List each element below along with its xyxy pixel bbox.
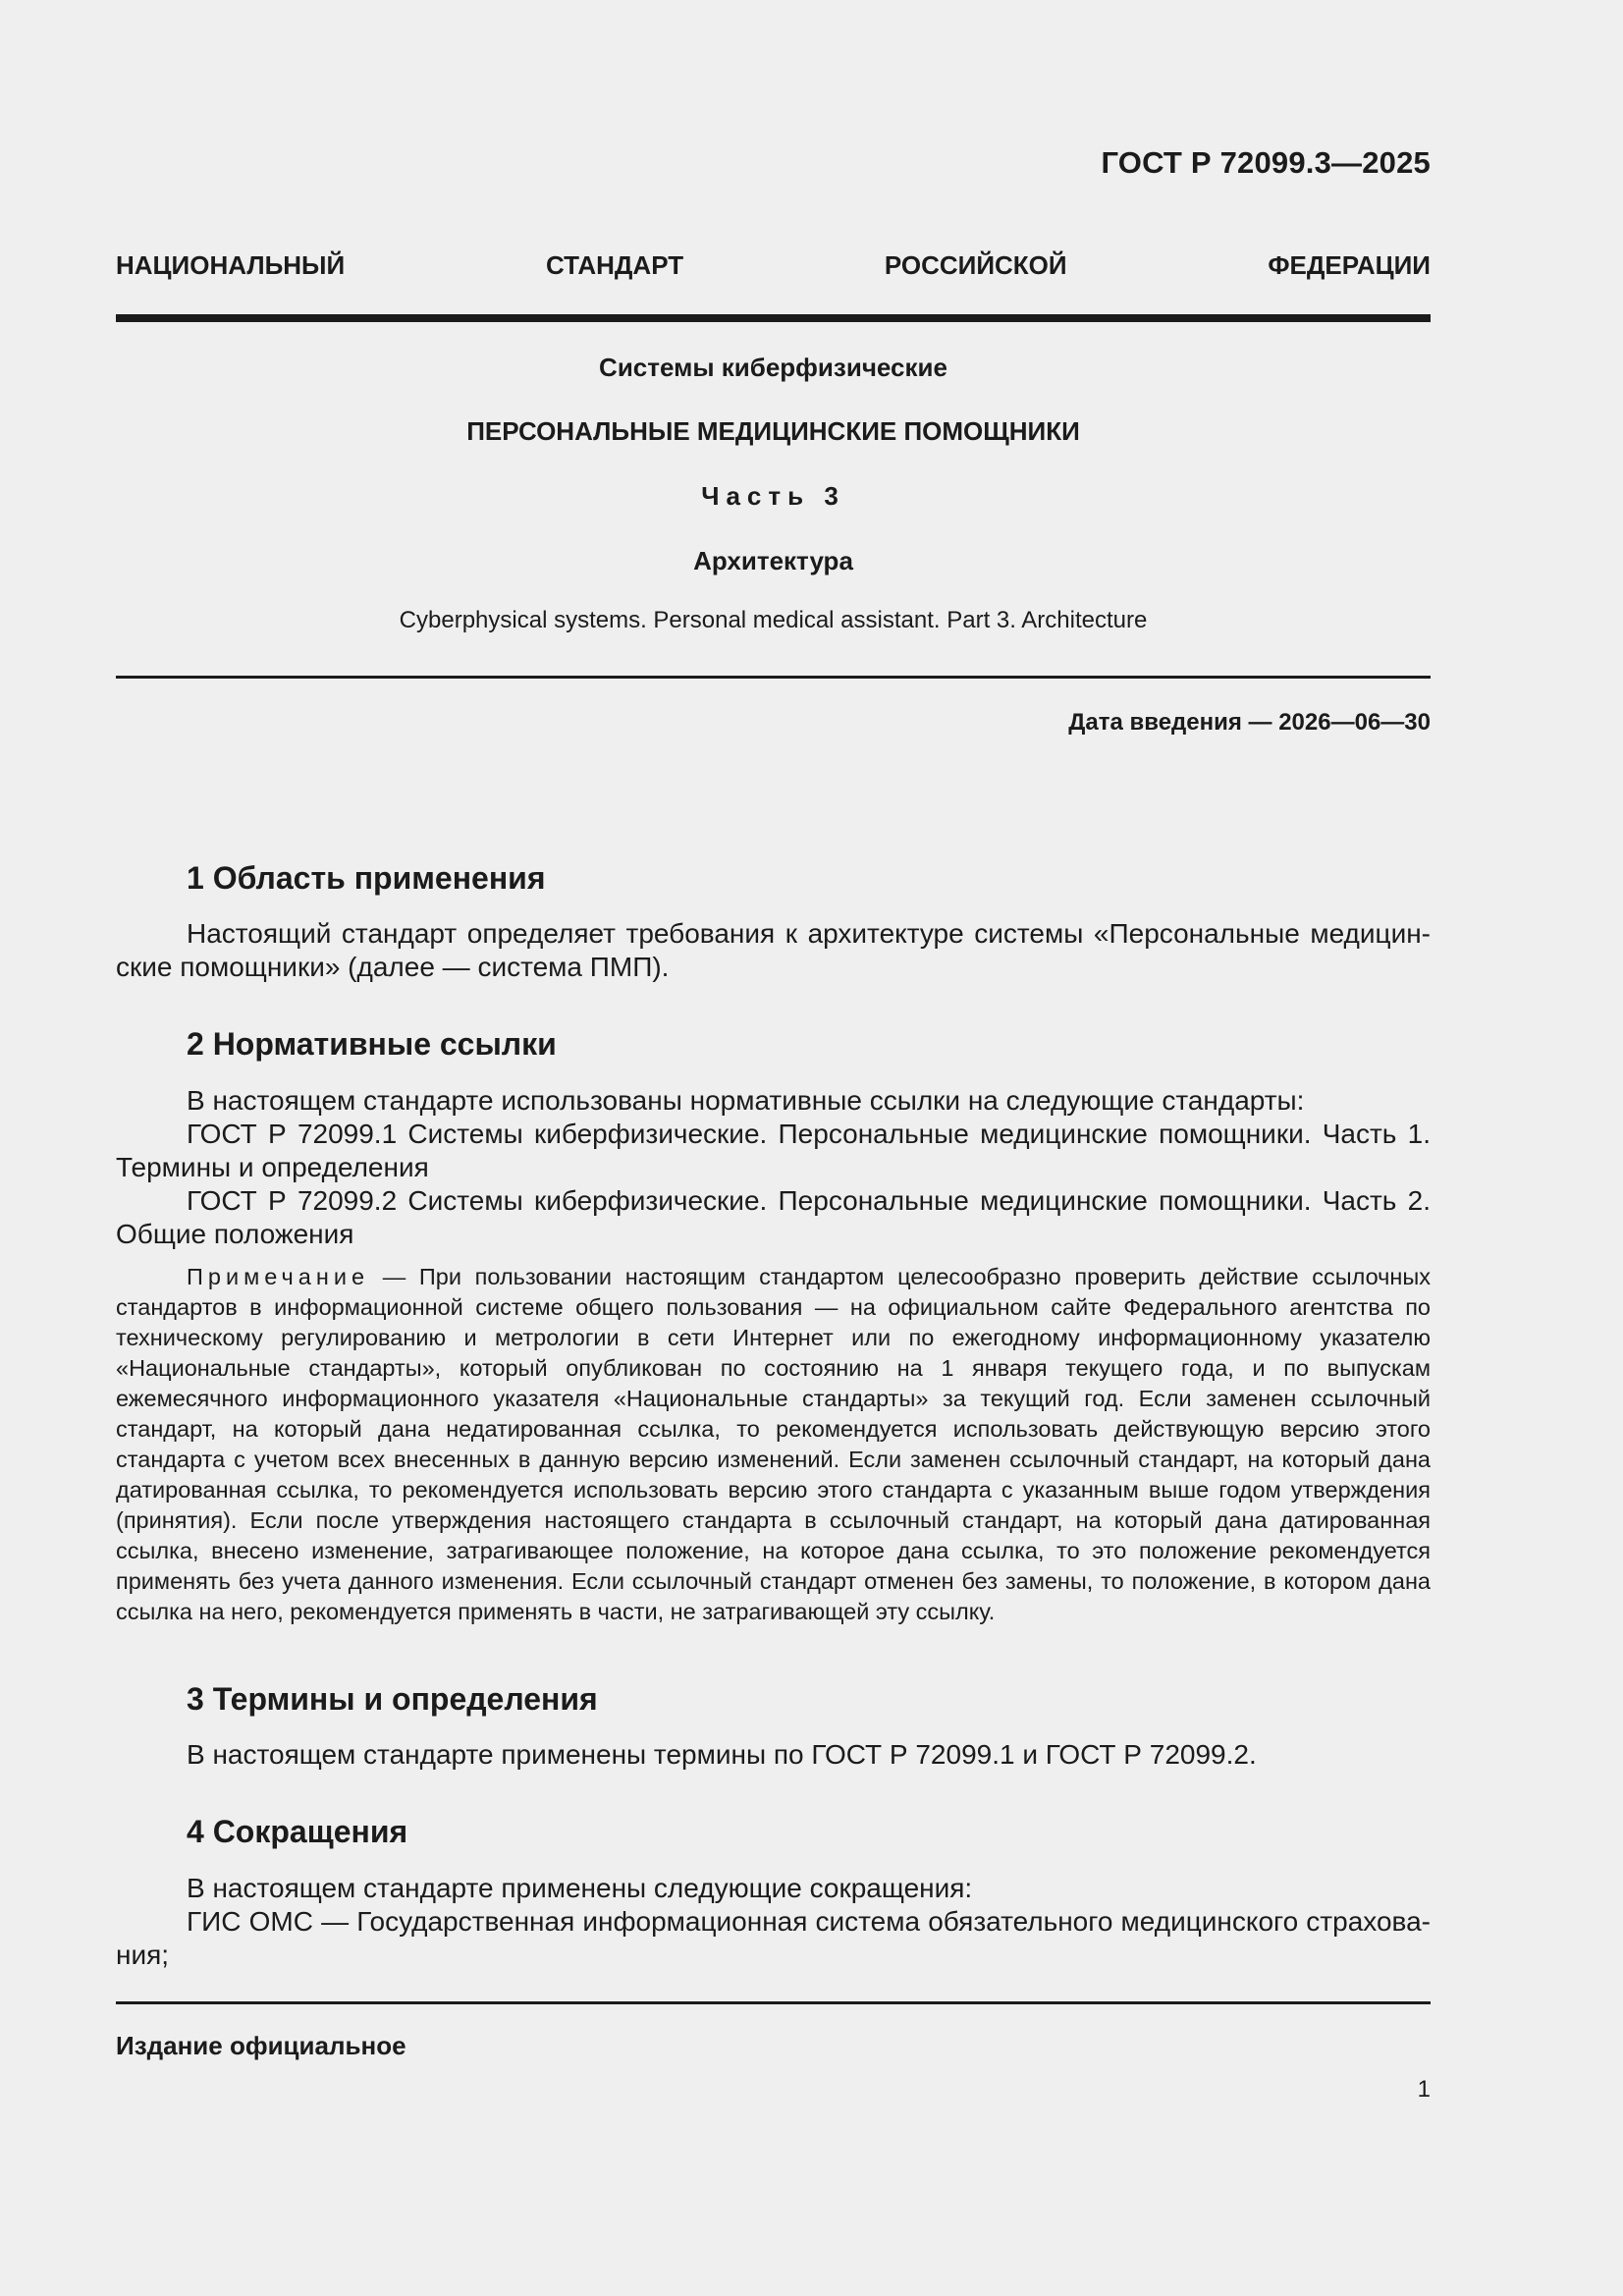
note-text: — При пользовании настоящим стандартом целесообразно проверить действие ссылочных стандартов в информационной системе общего пользования — на официальном сайте Федерального агентства по техническому регулированию и метрологии в сети Интернет или по ежегодному информационному указателю «Национальные стандарты», который опубликован по состоянию на 1 января текущего года, и по выпускам ежемесячного информационного указателя «Национальные стандарты» за текущий год. Если заменен ссылочный стандарт, на который дана недатированная ссылка, то рекомендуется использовать действующую версию этого стандарта с учетом всех внесенных в данную версию изменений. Если заменен ссылочный стандарт, на который дана датированная ссылка, то рекомендуется использовать версию этого стандарта с указанным выше годом утверждения (принятия). Если после утверждения настоящего стандарта в ссылочный стандарт, на который дана датированная ссылка, внесено изменение, затрагивающее положение, на которое дана ссылка, то это положение рекомендуется применять без учета данного изменения. Если ссылочный стандарт отменен без замены, то положение, в котором дана ссылка на него, рекомендуется применять в части, не затрагивающей эту ссылку. xyxy=(116,1264,1431,1624)
note-block xyxy=(116,1262,1431,1627)
paragraph: Настоящий стандарт определяет требования к архитектуре системы «Персональные медицинские помощники» (далее — система ПМП). xyxy=(116,918,1431,982)
title-part: Часть 3 xyxy=(701,481,845,511)
document-number: ГОСТ Р 72099.3—2025 xyxy=(1101,145,1431,180)
section-2-heading: 2 Нормативные ссылки xyxy=(187,1026,557,1062)
reference-item: ГОСТ Р 72099.1 Системы киберфизические. Персональные медицинские помощники. Часть 1. Термины и определения xyxy=(116,1119,1431,1182)
section-1-heading: 1 Область применения xyxy=(187,860,546,896)
reference-item: ГОСТ Р 72099.2 Системы киберфизические. Персональные медицинские помощники. Часть 2. Общие положения xyxy=(116,1185,1431,1249)
paragraph: В настоящем стандарте применены термины по ГОСТ Р 72099.1 и ГОСТ Р 72099.2. xyxy=(187,1739,1257,1770)
banner-word: РОССИЙСКОЙ xyxy=(884,250,1067,280)
national-standard-banner xyxy=(116,250,1431,281)
section-3-heading: 3 Термины и определения xyxy=(187,1681,598,1717)
title-sub: Архитектура xyxy=(693,546,853,575)
footer-divider xyxy=(116,2001,1431,2004)
section-4-heading: 4 Сокращения xyxy=(187,1814,408,1849)
banner-word: ФЕДЕРАЦИИ xyxy=(1268,250,1431,280)
abbreviation-item: ГИС ОМС — Государственная информационная система обязательного медицинского страхования; xyxy=(116,1906,1431,1970)
title-divider xyxy=(116,676,1431,679)
title-english: Cyberphysical systems. Personal medical assistant. Part 3. Architecture xyxy=(399,607,1148,633)
introduction-date: Дата введения — 2026—06—30 xyxy=(1068,709,1431,736)
paragraph: В настоящем стандарте использованы нормативные ссылки на следующие стандарты: xyxy=(187,1085,1305,1116)
section-2-body xyxy=(116,1084,1431,1251)
note-label: Примечание xyxy=(187,1264,370,1289)
official-edition-label: Издание официальное xyxy=(116,2031,406,2060)
section-4-body xyxy=(116,1872,1431,1972)
title-group: Системы киберфизические xyxy=(599,353,947,382)
paragraph: В настоящем стандарте применены следующие сокращения: xyxy=(187,1873,973,1903)
page-number: 1 xyxy=(1417,2076,1431,2103)
banner-word: СТАНДАРТ xyxy=(545,250,684,280)
title-main: ПЕРСОНАЛЬНЫЕ МЕДИЦИНСКИЕ ПОМОЩНИКИ xyxy=(466,416,1080,446)
banner-word: НАЦИОНАЛЬНЫЙ xyxy=(116,250,346,280)
section-3-body xyxy=(116,1738,1431,1772)
header-divider-thick xyxy=(116,314,1431,322)
section-1-body xyxy=(116,917,1431,984)
